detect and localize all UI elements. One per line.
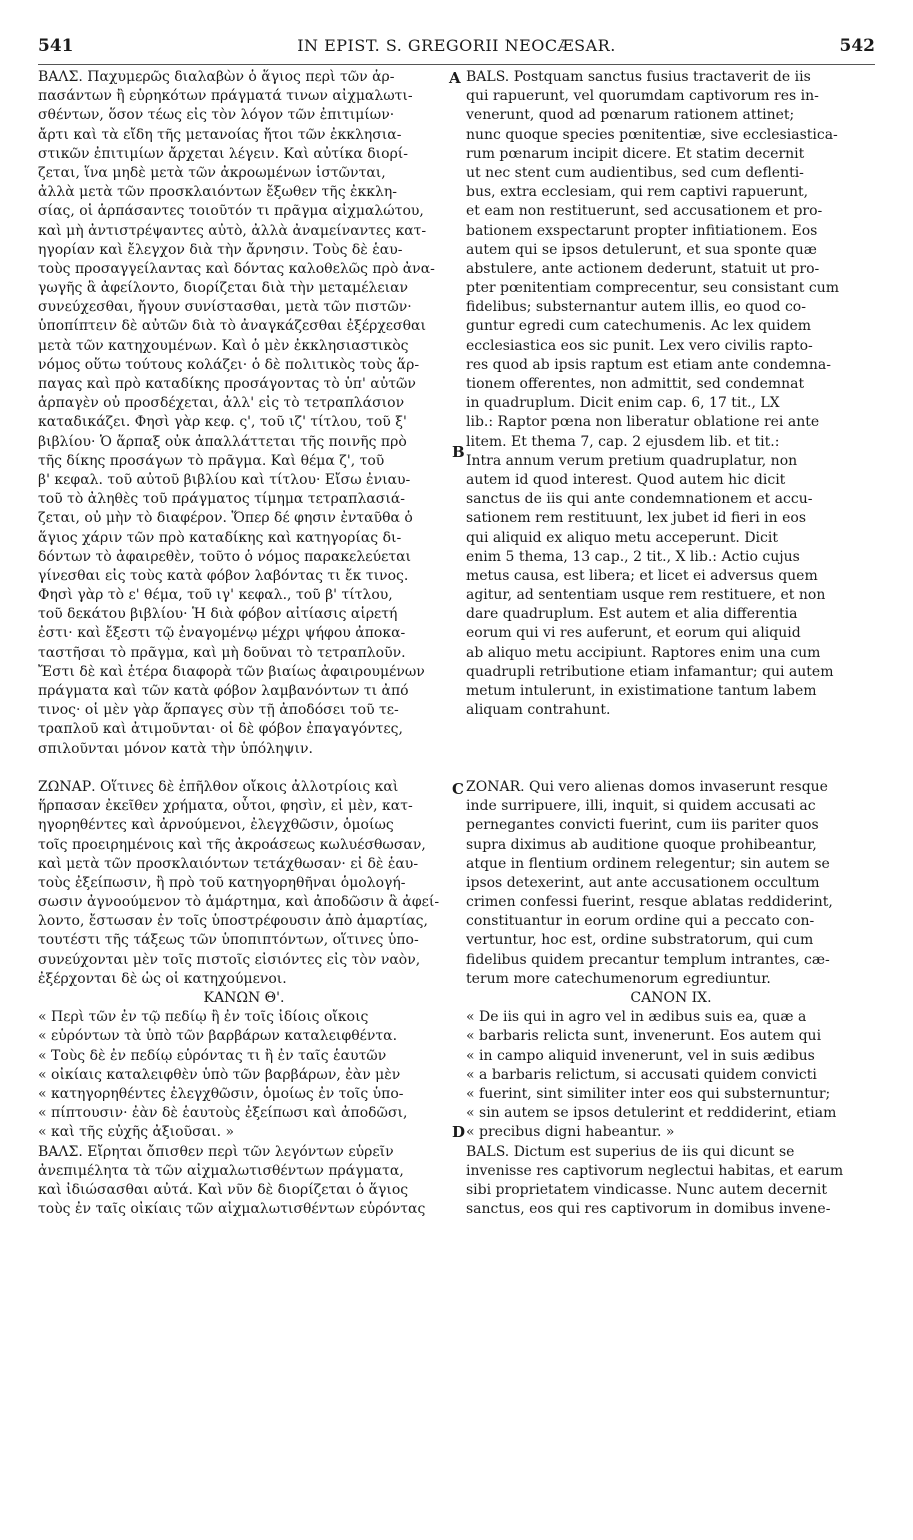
greek-text-line: συνεύχεσθαι, ἤγουν συνίστασθαι, μετὰ τῶν πιστῶν· — [38, 299, 412, 316]
greek-text-line: « πίπτουσιν· ἐὰν δὲ ἑαυτοὺς ἐξείπωσι καὶ ἀποδῶσι, — [38, 1105, 408, 1122]
greek-text-line: δόντων τὸ ἀφαιρεθὲν, τοῦτο ὁ νόμος παρακελεύεται — [38, 548, 412, 565]
latin-text-line: invenisse res captivorum neglectui habitas, et earum — [466, 1162, 844, 1179]
latin-text-line: autem id quod interest. Quod autem hic dicit — [466, 471, 786, 488]
latin-text-line: bus, extra ecclesiam, qui rem captivi rapuerunt, — [466, 184, 809, 201]
latin-text-line: constituantur in eorum ordine qui a peccato con- — [466, 913, 815, 930]
greek-text-line: τινος· οἱ μὲν γὰρ ἅρπαγες σὺν τῇ ἀποδόσει τοῦ τε- — [38, 702, 399, 719]
latin-text-line: metus causa, est libera; et licet ei adversus quem — [466, 567, 818, 584]
section-marker-d: D — [452, 1123, 466, 1141]
greek-text-line: πασάντων ἢ εὑρηκότων πράγματά τινων αἰχμαλωτι- — [38, 88, 413, 105]
latin-text-line: sationem rem restituunt, lex jubet id fieri in eos — [466, 510, 807, 527]
greek-text-line: « κατηγορηθέντες ἐλεγχθῶσιν, ὁμοίως ἐν τοῖς ὑπο- — [38, 1085, 404, 1102]
latin-text-line: qui aliquid ex aliquo metu acceperunt. Dicit — [466, 529, 778, 546]
latin-text-line: fidelibus quidem precantur templum intrantes, cæ- — [466, 951, 830, 968]
greek-text-line: καὶ μετὰ τῶν προσκλαιόντων τετάχθωσαν· εἰ δὲ ἑαυ- — [38, 855, 419, 872]
latin-text-line: « a barbaris relictum, si accusati quidem convicti — [466, 1066, 817, 1083]
latin-text-line: sanctus de iis qui ante condemnationem et accu- — [466, 491, 813, 508]
greek-text-line: ηγορίαν καὶ ἔλεγχον διὰ τὴν ἄρνησιν. Τοὺς δὲ ἑαυ- — [38, 241, 403, 258]
greek-text-line: καταδικάζει. Φησὶ γὰρ κεφ. ς', τοῦ ιζ' τίτλου, τοῦ ξ' — [38, 414, 407, 431]
latin-text-line: « barbaris relicta sunt, invenerunt. Eos autem qui — [466, 1028, 822, 1045]
latin-text-line: abstulere, ante actionem dederunt, statuit ut pro- — [466, 260, 820, 277]
latin-text-line: « sin autem se ipsos detulerint et reddiderint, etiam — [466, 1105, 837, 1122]
greek-text-line: ζεται, ἵνα μηδὲ μετὰ τῶν ἀκροωμένων ἱστῶνται, — [38, 164, 386, 181]
latin-text-line: atque in flentium ordinem relegentur; sin autem se — [466, 855, 830, 872]
greek-text-line: λοντο, ἔστωσαν ἐν τοῖς ὑποστρέφουσιν ἀπὸ ἁμαρτίας, — [38, 913, 428, 930]
latin-text-line — [466, 720, 876, 739]
greek-text-line: συνεύχονται μὲν τοῖς πιστοῖς εἰσιόντες εἰς τὸν ναὸν, — [38, 951, 421, 968]
greek-text-line: τοῦ τὸ ἀληθὲς τοῦ πράγματος τίμημα τετραπλασιά- — [38, 491, 406, 508]
greek-text-line: ἄρτι καὶ τὰ εἴδη τῆς μετανοίας ἤτοι τῶν ἐκκλησια- — [38, 126, 402, 143]
latin-text-line: ipsos detexerint, aut ante accusationem occultum — [466, 874, 820, 891]
latin-text-line: ab aliquo metu accipiunt. Raptores enim una cum — [466, 644, 821, 661]
greek-text-line: τοὺς προσαγγείλαντας καὶ δόντας καλοθελῶς πρὸ ἀνα- — [38, 260, 435, 277]
greek-text-line: β' κεφαλ. τοῦ αὐτοῦ βιβλίου καὶ τίτλου· Εἴσω ἐνιαυ- — [38, 471, 411, 488]
latin-text-line: crimen confessi fuerint, resque ablatas reddiderint, — [466, 894, 833, 911]
latin-text-line: « precibus digni habeantur. » — [466, 1124, 675, 1141]
latin-text-line: dare quadruplum. Est autem et alia differentia — [466, 606, 798, 623]
greek-text-line: ηγορηθέντες καὶ ἀρνούμενοι, ἐλεγχθῶσιν, ὁμοίως — [38, 817, 394, 834]
greek-text-line: « καὶ τῆς εὐχῆς ἀξιοῦσαι. » — [38, 1124, 235, 1141]
latin-text-line: litem. Et thema 7, cap. 2 ejusdem lib. et tit.: — [466, 433, 780, 450]
greek-text-line: σθέντων, ὅσον τέως εἰς τὸν λόγον τῶν ἐπιτιμίων· — [38, 107, 395, 124]
latin-text-line: autem qui se ipsos detulerunt, et sua sponte quæ — [466, 241, 817, 258]
section-marker-c: C — [452, 780, 464, 798]
greek-text-line: « εὑρόντων τὰ ὑπὸ τῶν βαρβάρων καταλειφθέντα. — [38, 1028, 398, 1045]
greek-text-line: τῆς δίκης προσάγων τὸ πρᾶγμα. Καὶ θέμα ζ', τοῦ — [38, 452, 385, 469]
greek-text-line: μετὰ τῶν κατηχουμένων. Καὶ ὁ μὲν ἐκκλησιαστικὸς — [38, 337, 409, 354]
greek-text-line: πράγματα καὶ τῶν κατὰ φόβον λαμβανόντων τι ἀπό — [38, 683, 409, 699]
latin-text-line: pter pœnitentiam comprecentur, seu consistant cum — [466, 280, 840, 297]
section-marker-b: B — [452, 443, 465, 461]
greek-text-line: ὑποπίπτειν δὲ αὐτῶν διὰ τὸ ἀναγκάζεσθαι ἐξέρχεσθαι — [38, 318, 426, 335]
greek-text-line: παγας καὶ πρὸ καταδίκης προσάγοντας τὸ ὑπ' αὐτῶν — [38, 376, 416, 392]
latin-text-line: venerunt, quod ad pœnarum rationem attinet; — [466, 107, 795, 124]
greek-text-line: τουτέστι τῆς τάξεως τῶν ὑποπιπτόντων, οἵτινες ὑπο- — [38, 932, 419, 949]
latin-text-line: quadrupli retributione etiam infamantur; qui autem — [466, 663, 834, 680]
greek-text-line: τοὺς ἐν ταῖς οἰκίαις τῶν αἰχμαλωτισθέντων εὑρόντας — [38, 1201, 426, 1218]
greek-text-line: ἐξέρχονται δὲ ὡς οἱ κατηχούμενοι. — [38, 970, 287, 987]
greek-text-line: ΚΑΝΩΝ Θ'. — [203, 990, 285, 1006]
greek-text-line: τοὺς ἐξείπωσιν, ἢ πρὸ τοῦ κατηγορηθῆναι ὁμολογή- — [38, 874, 406, 891]
latin-text-line: Intra annum verum pretium quadruplatur, non — [466, 452, 798, 469]
greek-text-line: Ἔστι δὲ καὶ ἑτέρα διαφορὰ τῶν βιαίως ἀφαιρουμένων — [38, 663, 425, 680]
latin-text-line: BALS. Dictum est superius de iis qui dicunt se — [466, 1143, 795, 1160]
latin-text-line: sibi proprietatem vindicasse. Nunc autem decernit — [466, 1181, 828, 1198]
greek-text-column — [38, 68, 450, 1219]
latin-text-line: tionem offerentes, non admittit, sed condemnat — [466, 376, 805, 392]
latin-text-line: res quod ab ipsis raptum est etiam ante condemna- — [466, 356, 831, 373]
greek-text-line: « Περὶ τῶν ἐν τῷ πεδίῳ ἢ ἐν τοῖς ἰδίοις οἴκοις — [38, 1009, 369, 1026]
running-title: IN EPIST. S. GREGORII NEOCÆSAR. — [297, 36, 616, 55]
latin-text-line: supra diximus ab auditione quoque prohibeantur, — [466, 836, 817, 853]
greek-text-line: ΖΩΝΑΡ. Οἵτινες δὲ ἐπῆλθον οἴκοις ἀλλοτρίοις καὶ — [38, 778, 399, 795]
latin-text-line: pernegantes convicti fuerint, cum iis pariter quos — [466, 817, 819, 834]
latin-text-line: sanctus, eos qui res captivorum in domibus invene- — [466, 1201, 831, 1218]
greek-text-line: καὶ ἰδιώσασθαι αὐτά. Καὶ νῦν δὲ διορίζεται ὁ ἅγιος — [38, 1181, 409, 1198]
latin-text-line: ecclesiastica eos sic punit. Lex vero civilis rapto- — [466, 337, 813, 354]
greek-text-line: βιβλίου· Ὁ ἅρπαξ οὐκ ἀπαλλάττεται τῆς ποινῆς πρὸ — [38, 433, 407, 450]
greek-text-line: σπιλοῦνται μόνον κατὰ τὴν ὑπόληψιν. — [38, 740, 313, 757]
latin-text-line: bationem exspectarunt propter infitiationem. Eos — [466, 222, 818, 239]
greek-text-line: γίνεσθαι εἰς τοὺς κατὰ φόβον λαβόντας τι ἔκ τινος. — [38, 567, 409, 584]
latin-text-line: rum pœnarum incipit dicere. Et statim decernit — [466, 145, 805, 162]
latin-text-line: ut nec stent cum audientibus, sed cum deflenti- — [466, 164, 804, 181]
latin-text-line: inde surripuere, illi, inquit, si quidem accusati ac — [466, 798, 816, 815]
greek-text-line: ἅγιος χάριν τῶν πρὸ καταδίκης καὶ κατηγορίας δι- — [38, 529, 402, 546]
greek-text-line: γωγῆς ἃ ἀφείλοντο, διορίζεται διὰ τὴν μεταμέλειαν — [38, 280, 409, 297]
latin-text-line: terum more catechumenorum egrediuntur. — [466, 970, 771, 987]
greek-text-line: στικῶν ἐπιτιμίων ἄρχεται λέγειν. Καὶ αὐτίκα διορί- — [38, 145, 409, 162]
latin-text-line: metum intulerunt, in existimatione tantum labem — [466, 683, 817, 699]
page-header — [38, 36, 875, 60]
greek-text-line — [38, 759, 450, 778]
section-marker-a: A — [449, 69, 461, 87]
greek-text-line: τοῦ δεκάτου βιβλίου· Ἡ διὰ φόβον αἰτίασις αἱρετή — [38, 606, 398, 623]
latin-text-line — [466, 759, 876, 778]
header-rule — [38, 64, 875, 65]
greek-text-line: τοῖς προειρημένοις καὶ τῆς ἀκροάσεως κωλυέσθωσαν, — [38, 836, 426, 853]
latin-text-line: qui rapuerunt, vel quorumdam captivorum res in- — [466, 88, 819, 105]
latin-text-line: lib.: Raptor pœna non liberatur oblatione rei ante — [466, 414, 820, 431]
latin-text-line: vertuntur, hoc est, ordine substratorum, qui cum — [466, 932, 814, 949]
greek-text-line: « οἰκίαις καταλειφθὲν ὑπὸ τῶν βαρβάρων, ἐὰν μὲν — [38, 1066, 401, 1083]
latin-text-line: fidelibus; substernantur autem illis, eo quod co- — [466, 299, 806, 316]
greek-text-line: σωσιν ἀγνοούμενον τὸ ἁμάρτημα, καὶ ἀποδῶσιν ἃ ἀφεί- — [38, 894, 440, 911]
greek-text-line: τραπλοῦ καὶ ἀτιμοῦνται· οἱ δὲ φόβον ἐπαγαγόντες, — [38, 721, 403, 738]
latin-text-line: « De iis qui in agro vel in ædibus suis ea, quæ a — [466, 1009, 807, 1026]
greek-text-line: Φησὶ γὰρ τὸ ε' θέμα, τοῦ ιγ' κεφαλ., τοῦ β' τίτλου, — [38, 587, 393, 604]
greek-text-line: ΒΑΛΣ. Εἴρηται ὄπισθεν περὶ τῶν λεγόντων εὑρεῖν — [38, 1143, 394, 1160]
greek-text-line: σίας, οἱ ἁρπάσαντες τοιοῦτόν τι πρᾶγμα αἰχμαλώτου, — [38, 203, 424, 220]
latin-text-line: BALS. Postquam sanctus fusius tractaverit de iis — [466, 69, 811, 85]
latin-text-line: CANON IX. — [630, 990, 712, 1006]
greek-text-line: ἥρπασαν ἐκεῖθεν χρήματα, οὗτοι, φησὶν, εἰ μὲν, κατ- — [38, 798, 413, 815]
greek-text-line: « Τοὺς δὲ ἐν πεδίῳ εὑρόντας τι ἢ ἐν ταῖς ἑαυτῶν — [38, 1047, 387, 1064]
latin-text-line: eorum qui vi res auferunt, et eorum qui aliquid — [466, 625, 801, 642]
greek-text-line: ταστῆσαι τὸ πρᾶγμα, καὶ μὴ δοῦναι τὸ τετραπλοῦν. — [38, 644, 406, 661]
latin-text-line: guntur egredi cum catechumenis. Ac lex quidem — [466, 318, 812, 335]
greek-text-line: ἀλλὰ μετὰ τῶν προσκλαιόντων ἔξωθεν τῆς ἐκκλη- — [38, 184, 397, 201]
greek-text-line: ἁρπαγὲν οὐ προσδέχεται, ἀλλ' εἰς τὸ τετραπλάσιον — [38, 395, 405, 412]
page-number-left: 541 — [38, 36, 74, 56]
greek-text-line: ζεται, οὐ μὴν τὸ διαφέρον. Ὅπερ δέ φησιν ἐνταῦθα ὁ — [38, 510, 413, 527]
latin-text-line: et eam non restituerunt, sed accusationem et pro- — [466, 203, 823, 220]
latin-text-line: agitur, ad sententiam usque rem restituere, et non — [466, 587, 826, 604]
greek-text-line: καὶ μὴ ἀντιστρέψαντες αὐτὸ, ἀλλὰ ἀναμείναντες κατ- — [38, 222, 427, 239]
latin-text-line: enim 5 thema, 13 cap., 2 tit., X lib.: Actio cujus — [466, 548, 800, 565]
latin-text-line: « fuerint, sint similiter inter eos qui substernuntur; — [466, 1085, 831, 1102]
latin-text-line: in quadruplum. Dicit enim cap. 6, 17 tit., LX — [466, 395, 780, 412]
latin-text-line: aliquam contrahunt. — [466, 702, 611, 719]
latin-text-line: ZONAR. Qui vero alienas domos invaserunt resque — [466, 778, 828, 795]
greek-text-line: ΒΑΛΣ. Παχυμερῶς διαλαβὼν ὁ ἅγιος περὶ τῶν ἁρ- — [38, 69, 395, 85]
greek-text-line: νόμος οὕτω τούτους κολάζει· ὁ δὲ πολιτικὸς τοὺς ἅρ- — [38, 356, 420, 373]
latin-text-column — [466, 68, 876, 1219]
latin-text-line: nunc quoque species pœnitentiæ, sive ecclesiastica- — [466, 126, 838, 143]
latin-text-line — [466, 740, 876, 759]
greek-text-line: ἐστι· καὶ ἔξεστι τῷ ἐναγομένῳ μέχρι ψήφου ἀποκα- — [38, 625, 406, 642]
greek-text-line: ἀνεπιμέλητα τὰ τῶν αἰχμαλωτισθέντων πράγματα, — [38, 1162, 404, 1179]
page-number-right: 542 — [839, 36, 875, 56]
latin-text-line: « in campo aliquid invenerunt, vel in suis ædibus — [466, 1047, 815, 1064]
